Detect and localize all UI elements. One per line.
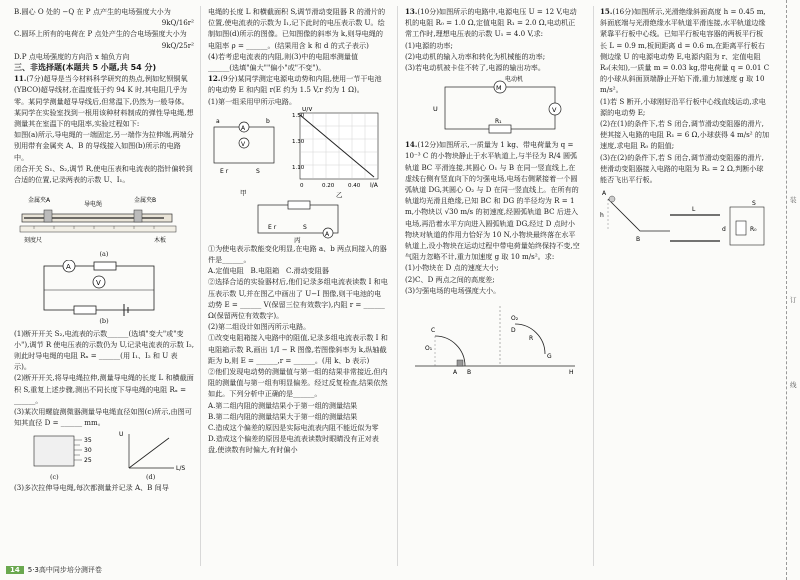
svg-text:1.30: 1.30: [292, 138, 305, 145]
u-i-graph: [292, 107, 379, 189]
svg-text:S: S: [303, 223, 307, 231]
label-a: A: [453, 369, 458, 377]
figure-b: [14, 260, 194, 316]
label-o1: O₁: [425, 345, 433, 353]
q14-stem: 14.(12分)如图所示,一质量为 1 kg、带电荷量为 q = 10⁻³ C 的小物块静止于水平轨道上,与半径为 R/4 圆弧轨道 BC 平滑连接,其圆心 O₁ 与 B 在同一竖直线上,在虚线右侧有竖直向下的匀强电场,电场右侧紧接着一个圆弧轨道 DG,其圆心 O₂ 与 D 在同一竖直线上。在所有的轨道均光滑且绝缘,已知 BC 和 DG 的半径均为 R = 1 m,小物块以 √30 m/s 的初速度,经圆弧轨道 BC 后进入电场,再沿着水平方向进入圆弧轨道 DG,经过 D 点时小物块对轨道的作用力恰好为 10 N,小物块最终落在水平轨道上,设小物块在运动过程中带电荷量始终保持不变,空气阻力忽略不计,重力加速度 g 取 10 m/s²。求:: [405, 140, 580, 262]
q12-stem: 12.(9分)某同学测定电源电动势和内阻,使用一节干电池的电动势 E 和内阻 r(E 约为 1.5 V,r 约为 1 Ω)。: [208, 74, 382, 95]
q14-1: (1)小物块在 D 点的速度大小;: [405, 263, 499, 273]
option-c: C.圆环上所有的电荷在 P 点处产生的合电场强度大小为: [14, 29, 187, 39]
q11-a: 如图(a)所示,导电绳的一端固定,另一端作为拉伸端,两端分别用带有金属夹 A、B 的导线接入如图(b)所示的电路中。: [14, 130, 194, 162]
q13-2: (2)电动机的输入功率和转化为机械能的功率;: [405, 51, 546, 61]
label-ruler: 刻度尺: [24, 237, 43, 245]
svg-text:A: A: [325, 230, 330, 238]
figure-15-drawing: [600, 185, 770, 247]
q11-stem: 11.(7分)超导是当今材料科学研究的热点,例如钇钡铜氧(YBCO)超导线材,在温度低于约 94 K 时,其电阻几乎为零。某同学测量超导导线后,但常温下,仍然为一般导体。某同学在实验室找到一根用该种材料制成的弹性导电绳,想测量其在室温下的电阻率,实验过程如下:: [14, 74, 194, 129]
figure-bing-drawing: [208, 199, 388, 243]
svg-text:V: V: [552, 106, 557, 115]
q12-a-opts: [208, 265, 388, 276]
q15-3: (3)在(2)的条件下,若 S 闭合,调节滑动变阻器的滑片,使滑动变阻器接入电路的电阻为 R₂ = 2 Ω,判断小球能否飞出平行板。: [600, 152, 764, 185]
svg-text:30: 30: [84, 447, 92, 455]
option-c-frac: 9kQ/25r²: [161, 40, 194, 50]
svg-text:0.20: 0.20: [322, 182, 335, 189]
q15-stem: 15.(16分)如图所示,光滑绝缘斜面高度 h = 0.45 m,斜面底端与光滑绝缘水平轨道平滑连接,水平轨道边缘紧靠平行板中心线。已知平行板电容器的两板平行板长 L = 0.9 m,板间距离 d = 0.6 m,在距离平行板右侧边缘 U 的电源电动势 E,电源内阻为 r、定值电阻 R₀(未知),一质量 m = 0.03 kg,带电荷量 q = 0.01 C 的小球从斜面顶端静止开始下滑,重力加速度 g 取 10 m/s²。: [600, 7, 770, 95]
q11-cont: 电绳的长度 L 和横截面积 S,调节滑动变阻器 R 的滑片的位置,使电流表的示数为 I₁,记下此时的电压表示数 U。绘制如图(d)所示的图像。已知图像的斜率为 k,则导电绳的电阻率 ρ = ______。(结果用含 k 和 d 的式子表示): [208, 7, 386, 50]
q14-3: (3)匀强电场的电场强度大小。: [405, 285, 501, 295]
q11-4: (3)多次拉伸导电绳,每次都测量并记录 A、B 间导: [14, 483, 169, 493]
svg-text:a: a: [216, 117, 220, 125]
svg-text:1.50: 1.50: [292, 112, 305, 119]
label-rope: 导电绳: [84, 201, 103, 209]
svg-text:L/S: L/S: [176, 465, 186, 473]
q11-2: (2)断开开关,将导电绳拉伸,测量导电绳的长度 L 和横截面积 S,重复上述步骤,测出不同长度下导电绳的电阻 Rₓ = ______。: [14, 373, 194, 405]
label-clamp-b: 金属夹B: [134, 197, 157, 205]
caption-c: (c): [50, 473, 59, 482]
caption-yi: 乙: [336, 190, 343, 199]
label-h: H: [569, 369, 574, 377]
label-g: G: [547, 353, 552, 361]
divider-1: [200, 6, 201, 566]
svg-text:0.40: 0.40: [348, 182, 361, 189]
svg-text:U: U: [433, 105, 438, 114]
q12-c: ①改变电阻箱接入电路中的阻值,记录多组电流表示数 I 和电阻箱示数 R,画出 1/I − R 图像,若图像斜率为 k,纵轴截距为 b,则 E = ______,r = ______。(用 k、b 表示): [208, 333, 388, 365]
option-a3: C.滑动变阻器: [286, 266, 329, 276]
q13-3: (3)若电动机被卡住不转了,电源的输出功率。: [405, 63, 545, 73]
caption-a: (a): [99, 250, 109, 259]
page-footer: [6, 564, 102, 576]
q11-3: (3)某次用螺旋测微器测量导电绳直径如图(c)所示,由图可知其直径 D = ______ mm。: [14, 407, 192, 428]
figure-jia-yi: [208, 107, 388, 199]
label-s15: S: [752, 200, 756, 208]
svg-text:b: b: [266, 117, 270, 125]
label-a15: A: [602, 190, 607, 198]
label-c: C: [431, 327, 436, 335]
q12-d-opt-d: D.造成这个偏差的原因是电流表读数时眼睛没有正对表盘,使读数有时偏大,有时偏小: [208, 434, 379, 455]
q11-5: (4)若考虑电流表的内阻,则(3)中的电阻率测量值______(选填"偏大""偏小"或"不变")。: [208, 51, 359, 73]
svg-text:V: V: [241, 140, 246, 148]
binding-char-1: 装: [790, 196, 797, 204]
q12-d-opt-a: A.第二组内阻的测量结果小于第一组的测量结果: [208, 400, 358, 410]
caption-b: (b): [99, 317, 109, 326]
q11-1: (1)断开开关 S₂,电流表的示数______(选填"变大"或"变小"),调节 R 使电压表的示数仍为 U,记录电流表的示数 I₂,则此时导电绳的电阻 Rₓ = ______(用 I₁、I₂ 和 U 表示)。: [14, 328, 195, 372]
label-board: 木板: [154, 237, 167, 245]
q11-b: 闭合开关 S₁、S₂,调节 R,使电压表和电流表的指针偏转到合适的位置,记录两表的示数 U、I₁。: [14, 163, 193, 185]
label-clamp-a: 金属夹A: [28, 197, 51, 205]
figure-13-circuit: [405, 73, 582, 139]
graph-ylabel: U/V: [302, 106, 313, 113]
svg-text:A: A: [66, 263, 71, 272]
svg-text:S: S: [256, 167, 260, 175]
caption-jia: 甲: [240, 188, 247, 197]
label-o2: O₂: [511, 315, 519, 323]
svg-text:U: U: [119, 431, 124, 439]
q15-2: (2)在(1)的条件下,若 S 闭合,调节滑动变阻器的滑片,使其接入电路的电阻 R₁ = 6 Ω,小球获得 4 m/s² 的加速度,求电阻 R₀ 的阻值;: [600, 119, 770, 151]
column-4: [600, 6, 770, 247]
label-d: D: [511, 327, 516, 335]
binding-strip: [786, 0, 800, 580]
column-3: [405, 6, 582, 376]
q12-d-opt-c: C.造成这个偏差的原因是实际电流表内阻不能近似为零: [208, 423, 379, 433]
svg-text:E r: E r: [268, 223, 277, 231]
q12-b: ②选择合适的实验器材后,他们记录多组电流表读数 I 和电压表示数 U,并在图乙中画出了 U−I 图像,则干电池的电动势 E = ______ V(保留三位有效数字),内阻 r = ______ Ω(保留两位有效数字)。: [208, 277, 388, 321]
label-b: B: [467, 369, 472, 377]
q12-d: ②他们发现电动势的测量值与第一组的结果非常接近,但内阻的测量值与第一组有明显偏差。经过反复检查,结果依然如此。下列分析中正确的是______。: [208, 367, 388, 399]
label-b15: B: [636, 236, 641, 244]
svg-text:R₁: R₁: [495, 118, 502, 126]
figure-14: [405, 296, 582, 376]
q13-stem: 13.(10分)如图所示的电路中,电源电压 U = 12 V,电动机的电阻 R₀ = 1.0 Ω,定值电阻 R₁ = 2.0 Ω,电动机正常工作时,理想电压表的示数 U₁ = 4.0 V,求:: [405, 7, 577, 39]
svg-text:1.10: 1.10: [292, 164, 305, 171]
label-r0: R₀: [750, 226, 757, 234]
label-motor: 电动机: [505, 76, 524, 84]
divider-3: [593, 6, 594, 566]
svg-text:35: 35: [84, 437, 92, 445]
figure-b-circuit: [14, 260, 194, 316]
label-l15: L: [692, 206, 696, 214]
figure-bing: [208, 199, 388, 243]
option-d: D.P 点电场强度的方向沿 x 轴负方向: [14, 51, 130, 61]
svg-text:E r: E r: [220, 167, 229, 175]
q13-1: (1)电源的功率;: [405, 40, 453, 50]
svg-text:M: M: [496, 84, 502, 93]
svg-text:0: 0: [300, 182, 304, 189]
figure-a: [14, 188, 194, 246]
option-b-frac: 9kQ/16r²: [161, 18, 194, 28]
figure-jia-yi-drawing: [208, 107, 388, 199]
book-title: 5·3高中同步培分测评卷: [27, 566, 102, 574]
page-number: 14: [6, 566, 24, 574]
column-1: [14, 6, 194, 494]
divider-2: [397, 6, 398, 566]
svg-text:25: 25: [84, 457, 92, 465]
figure-14-drawing: [405, 296, 582, 376]
label-d15: d: [722, 226, 726, 234]
binding-char-3: 线: [790, 381, 797, 389]
option-a2: B.电阻箱: [250, 266, 280, 276]
label-h15: h: [600, 212, 604, 220]
figure-13: [405, 73, 582, 139]
binding-char-2: 订: [790, 296, 797, 304]
svg-text:Rₓ: [100, 260, 107, 261]
caption-bing: 丙: [294, 235, 301, 243]
option-a1: A.定值电阻: [208, 266, 244, 276]
label-r: R: [529, 335, 534, 343]
q12-2: (2)第二组设计如图丙所示电路。: [208, 322, 311, 332]
svg-text:V: V: [96, 279, 101, 288]
figure-a-drawing: [14, 188, 194, 246]
q12-d-opt-b: B.第二组内阻的测量结果大于第一组的测量结果: [208, 411, 358, 421]
column-2: [208, 6, 388, 456]
figure-15: [600, 185, 770, 247]
q12-1: (1)第一组采用甲所示电路。: [208, 96, 297, 106]
q15-1: (1)若 S 断开,小球刚好沿平行板中心线直线运动,求电源的电动势 E;: [600, 96, 766, 117]
figure-cd: [14, 428, 194, 482]
svg-text:A: A: [241, 124, 246, 132]
q14-2: (2)C、D 两点之间的高度差;: [405, 274, 495, 284]
section-heading: 三、非选择题(本题共 5 小题,共 54 分): [14, 63, 157, 73]
graph-xlabel: I/A: [370, 181, 378, 189]
figure-cd-drawing: [14, 428, 194, 482]
q12-a: ①为使电表示数能变化明显,在电路 a、b 两点间接入的器件是______。: [208, 243, 387, 265]
option-b: B.圆心 O 处的 −Q 在 P 点产生的电场强度大小为: [14, 7, 171, 16]
caption-d: (d): [146, 473, 156, 482]
